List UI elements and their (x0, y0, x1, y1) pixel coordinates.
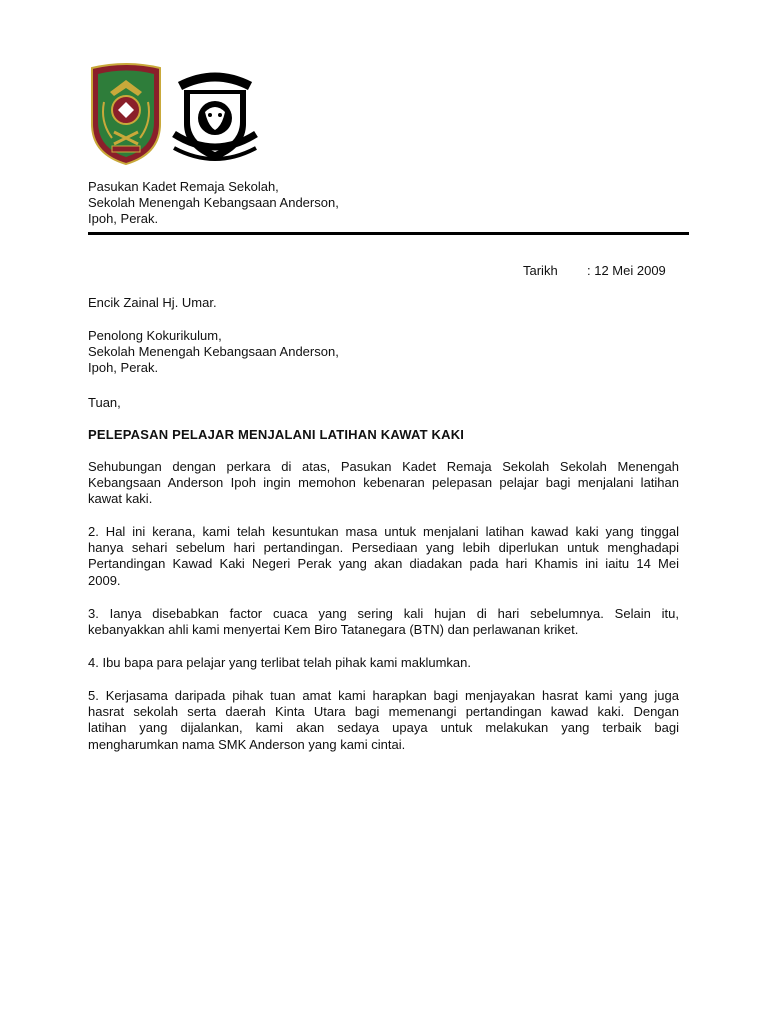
paragraph-line: 2009. (88, 572, 121, 588)
sender-line-3: Ipoh, Perak. (88, 211, 159, 226)
paragraph-line: Sehubungan dengan perkara di atas, Pasukan Kadet Remaja Sekolah Sekolah Menengah (88, 459, 679, 474)
paragraph-line: mengharumkan nama SMK Anderson yang kami cintai. (88, 736, 406, 752)
recipient-line-1: Penolong Kokurikulum, (88, 328, 222, 343)
paragraph-line: 5. Kerjasama daripada pihak tuan amat kami harapkan bagi menjayakan hasrat kami yang juga (88, 688, 679, 703)
recipient-name: Encik Zainal Hj. Umar. (88, 295, 217, 310)
cadet-shield-logo-icon (88, 62, 164, 166)
date-label: Tarikh (523, 263, 558, 278)
subject-heading: PELEPASAN PELAJAR MENJALANI LATIHAN KAWAT KAKI (88, 427, 465, 442)
paragraph-line: kebanyakkan ahli kami menyertai Kem Biro Tatanegara (BTN) dan perlawanan kriket. (88, 622, 579, 638)
paragraph-line: hanya sehari sebelum hari pertandingan. Persediaan yang lebih diperlukan untuk menghadapi (88, 540, 679, 556)
paragraph-line: latihan yang dijalankan, kami akan sedaya upaya untuk melakukan yang terbaik bagi (88, 720, 679, 736)
paragraph-4 (88, 655, 679, 671)
sender-line-1: Pasukan Kadet Remaja Sekolah, (88, 179, 279, 194)
paragraph-line: 4. Ibu bapa para pelajar yang terlibat telah pihak kami maklumkan. (88, 655, 471, 670)
paragraph-line: 3. Ianya disebabkan factor cuaca yang sering kali hujan di hari sebelumnya. Selain itu, (88, 606, 679, 621)
paragraph-line: Kebangsaan Anderson Ipoh ingin memohon kebenaran pelepasan pelajar bagi menjalani latihan (88, 475, 679, 491)
school-shield-logo-icon (172, 68, 258, 164)
recipient-line-3: Ipoh, Perak. (88, 360, 159, 375)
sender-line-2: Sekolah Menengah Kebangsaan Anderson, (88, 195, 339, 210)
paragraph-5 (88, 688, 679, 753)
paragraph-2 (88, 524, 679, 589)
paragraph-line: Pertandingan Kawad Kaki Negeri Perak yang akan diadakan pada hari Khamis ini iaitu 14 Mei (88, 556, 679, 572)
date-value: : 12 Mei 2009 (587, 263, 666, 278)
letterhead-logos (88, 62, 268, 166)
paragraph-line: 2. Hal ini kerana, kami telah kesuntukan masa untuk menjalani latihan kawad kaki yang tinggal (88, 524, 679, 539)
paragraph-1 (88, 459, 679, 508)
paragraph-line: kawat kaki. (88, 491, 153, 507)
recipient-line-2: Sekolah Menengah Kebangsaan Anderson, (88, 344, 339, 359)
header-divider (88, 232, 689, 235)
paragraph-3 (88, 606, 679, 638)
paragraph-line: hasrat sekolah serta daerah Kinta Utara bagi memenangi pertandingan kawad kaki. Dengan (88, 704, 679, 720)
salutation: Tuan, (88, 395, 121, 410)
